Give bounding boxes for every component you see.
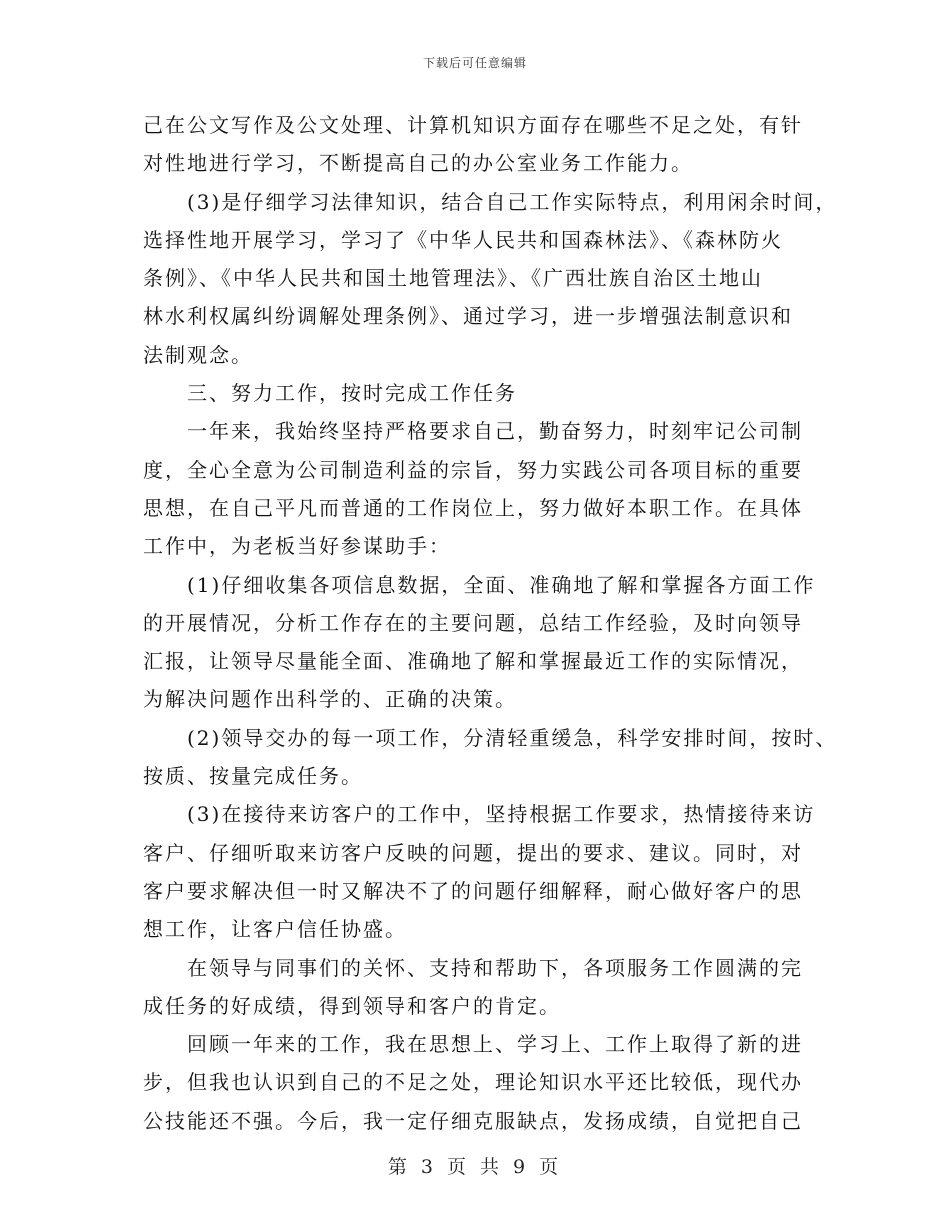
text-line: (3)是仔细学习法律知识，结合自己工作实际特点，利用闲余时间， xyxy=(187,189,838,214)
text-line: 公技能还不强。今后，我一定仔细克服缺点，发扬成绩，自觉把自己 xyxy=(143,1108,803,1133)
text-line: 对性地进行学习，不断提高自己的办公室业务工作能力。 xyxy=(143,151,693,176)
text-line: (1)仔细收集各项信息数据，全面、准确地了解和掌握各方面工作 xyxy=(187,572,816,597)
text-line: 回顾一年来的工作，我在思想上、学习上、工作上取得了新的进 xyxy=(187,1032,803,1057)
text-line: 按质、按量完成任务。 xyxy=(143,764,363,789)
text-line: 度，全心全意为公司制造利益的宗旨，努力实践公司各项目标的重要 xyxy=(143,457,803,482)
text-line: (2)领导交办的每一项工作，分清轻重缓急，科学安排时间，按时、 xyxy=(187,725,838,750)
text-line: 成任务的好成绩，得到领导和客户的肯定。 xyxy=(143,993,561,1018)
document-body xyxy=(143,106,838,1140)
text-line: 三、努力工作，按时完成工作任务 xyxy=(187,381,517,406)
text-line: 林水利权属纠纷调解处理条例》、通过学习，进一步增强法制意识和 xyxy=(143,304,793,329)
text-line: 为解决问题作出科学的、正确的决策。 xyxy=(143,687,517,712)
text-line: 步，但我也认识到自己的不足之处，理论知识水平还比较低，现代办 xyxy=(143,1070,803,1095)
text-line: 客户、仔细听取来访客户反映的问题，提出的要求、建议。同时，对 xyxy=(143,840,803,865)
text-line: (3)在接待来访客户的工作中，坚持根据工作要求，热情接待来访 xyxy=(187,802,816,827)
page-footer: 第 3 页 共 9 页 xyxy=(387,1156,563,1178)
text-line: 法制观念。 xyxy=(143,342,253,367)
text-line: 己在公文写作及公文处理、计算机知识方面存在哪些不足之处，有针 xyxy=(143,113,803,137)
text-line: 条例》、《中华人民共和国土地管理法》、《广西壮族自治区土地山 xyxy=(143,266,763,291)
text-line: 思想，在自己平凡而普通的工作岗位上，努力做好本职工作。在具体 xyxy=(143,495,803,520)
text-line: 工作中，为老板当好参谋助手： xyxy=(143,534,451,559)
text-line: 客户要求解决但一时又解决不了的问题仔细解释，耐心做好客户的思 xyxy=(143,878,803,903)
page-header: 下载后可任意编辑 xyxy=(422,56,527,70)
text-line: 汇报，让领导尽量能全面、准确地了解和掌握最近工作的实际情况， xyxy=(143,649,803,674)
text-line: 在领导与同事们的关怀、支持和帮助下，各项服务工作圆满的完 xyxy=(187,955,803,980)
text-line: 一年来，我始终坚持严格要求自己，勤奋努力，时刻牢记公司制 xyxy=(187,419,803,444)
text-line: 选择性地开展学习，学习了《中华人民共和国森林法》、《森林防火 xyxy=(143,227,783,252)
text-line: 的开展情况，分析工作存在的主要问题，总结工作经验，及时向领导 xyxy=(143,610,803,635)
text-line: 想工作，让客户信任协盛。 xyxy=(143,917,407,942)
